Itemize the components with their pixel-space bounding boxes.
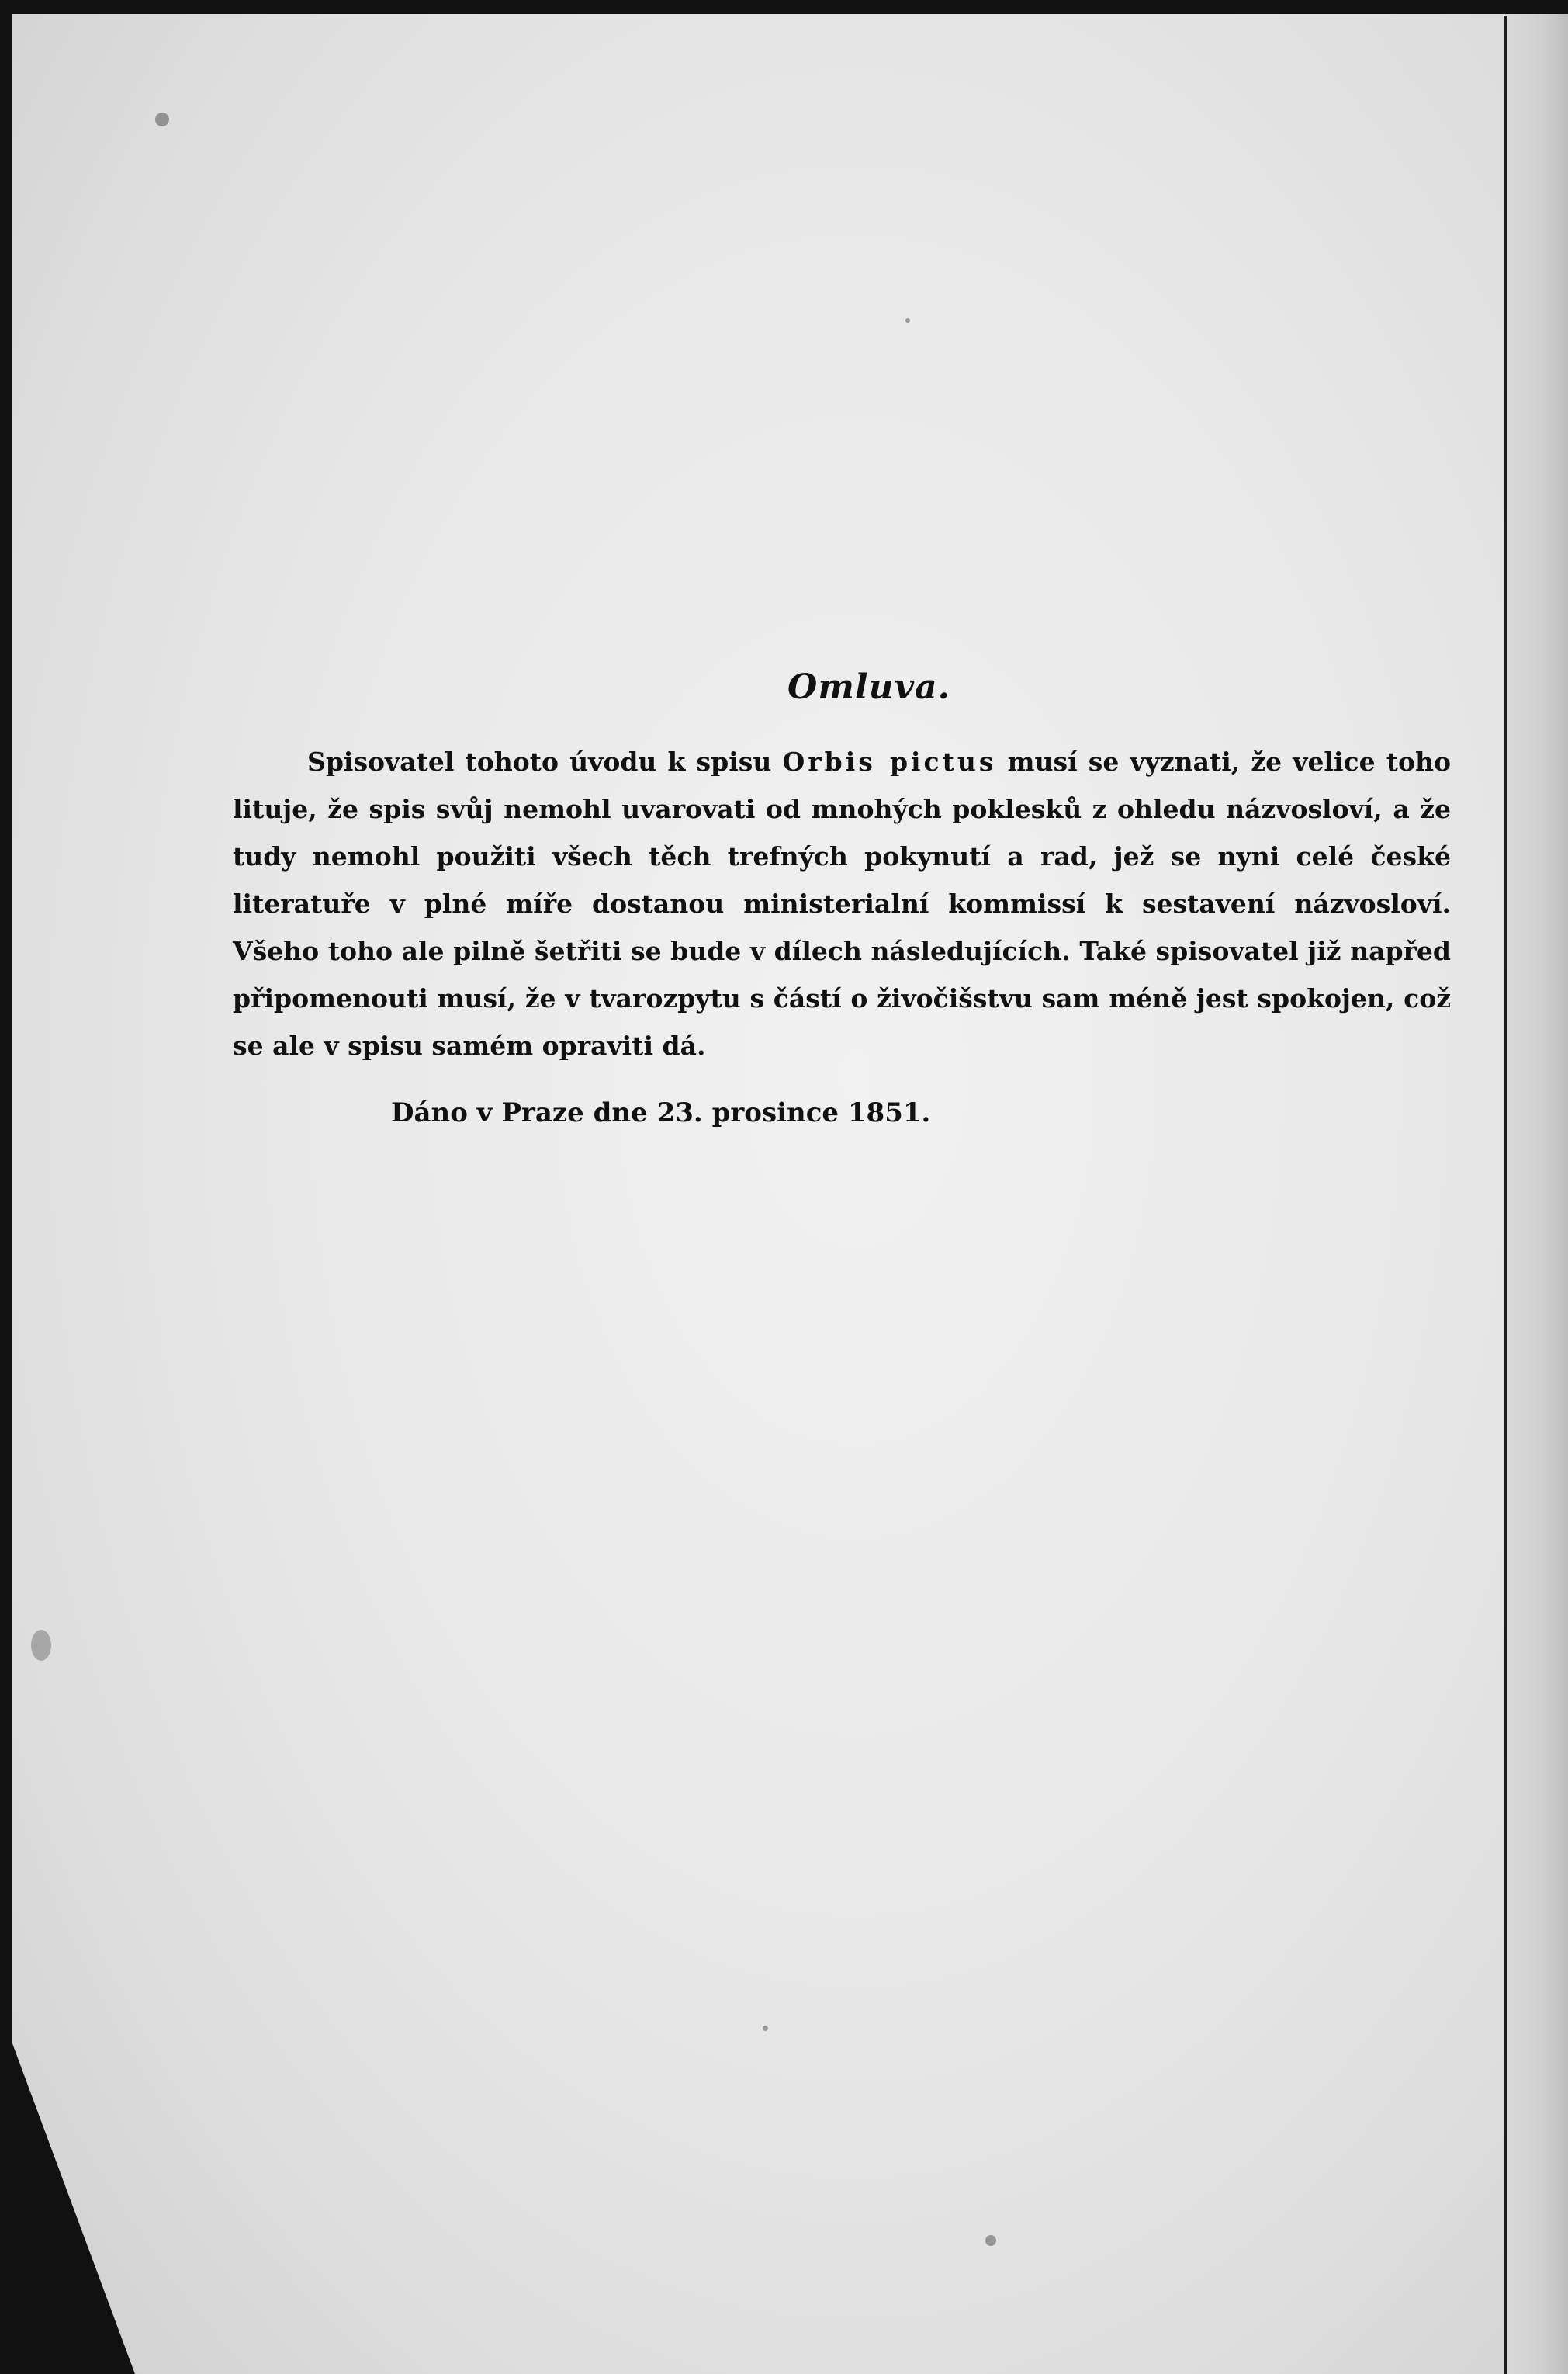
dateline: Dáno v Praze dne 23. prosince 1851.: [391, 1097, 931, 1128]
adjacent-page-edge: [1507, 14, 1568, 2374]
paragraph-text-rest: musí se vyznati, že velice toho lituje, že spis svůj nemohl uvarovati od mnohých poklesků z ohledu názvosloví, a že tudy nemohl použiti všech těch trefných pokynutí a rad, jež se nyni celé české literatuře v plné míře dostanou ministerialní kommissí k sestavení názvosloví. Všeho toho ale pilně šetřiti se bude v dílech následujících. Také spisovatel již napřed připomenouti musí, že v tvarozpytu s částí o živočišstvu sam méně jest spokojen, což se ale v spisu samém opraviti dá.: [233, 747, 1451, 1061]
scan-speck: [763, 2026, 768, 2031]
scan-speck: [905, 318, 910, 323]
page-content: [233, 667, 1451, 1128]
scan-speck: [985, 2235, 996, 2246]
page-title: Omluva.: [787, 667, 950, 707]
paragraph-text-start: Spisovatel tohoto úvodu k spisu: [307, 747, 772, 777]
paper-sheet: [12, 14, 1545, 2374]
page-fold-line: [1504, 16, 1507, 2374]
scan-speck: [31, 1630, 51, 1661]
scan-speck: [155, 113, 169, 126]
work-title: Orbis pictus: [782, 747, 997, 777]
apology-paragraph: [233, 738, 1451, 1069]
